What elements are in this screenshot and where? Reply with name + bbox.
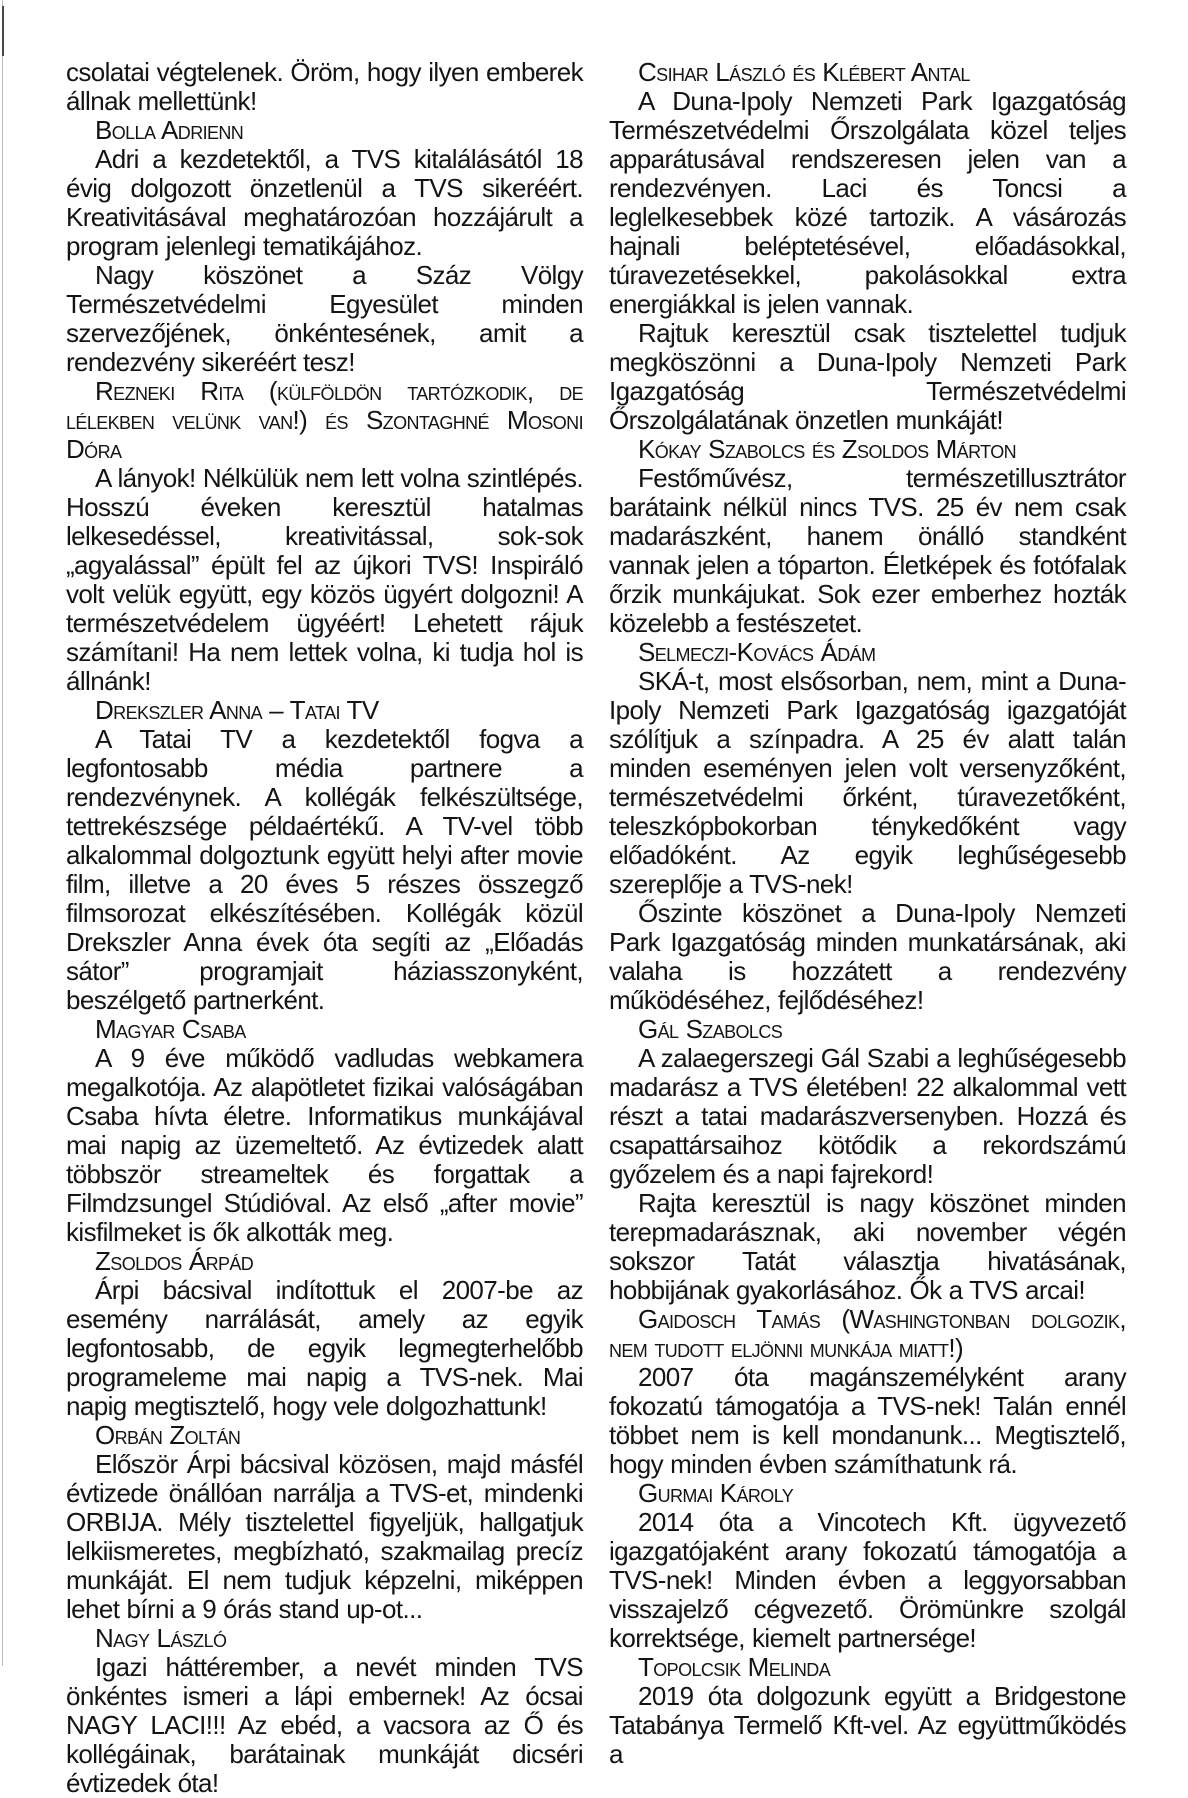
column-right — [609, 58, 1126, 1798]
person-heading: Kókay Szabolcs és Zsoldos Márton — [638, 434, 1017, 464]
paragraph: csolatai végtelenek. Öröm, hogy ilyen emberek állnak mellettünk! — [66, 57, 583, 116]
paragraph: Árpi bácsival indítottuk el 2007-be az esemény narrálását, amely az egyik legfontosabb, de egyik legmegterhelőbb programeleme mai napig a TVS-nek. Mai napig megtisztelő, hogy vele dolgozhattunk! — [66, 1275, 583, 1421]
paragraph: Adri a kezdetektől, a TVS kitalálásától 18 évig dolgozott önzetlenül a TVS sikeréért. Kreativitásával meghatározóan hozzájárult a program jelenlegi tematikájához. — [66, 144, 583, 261]
paragraph: Rajtuk keresztül csak tisztelettel tudjuk megköszönni a Duna-Ipoly Nemzeti Park Igazgatóság Természetvédelmi Őrszolgálatának önzetlen munkáját! — [609, 318, 1126, 435]
paragraph: Igazi háttérember, a nevét minden TVS önkéntes ismeri a lápi embernek! Az ócsai NAGY LACI!!! Az ebéd, a vacsora az Ő és kollégáinak, barátainak munkáját dicséri évtizedek óta! — [66, 1652, 583, 1798]
paragraph: SKÁ-t, most elsősorban, nem, mint a Duna-Ipoly Nemzeti Park Igazgatóság igazgatóját szólítjuk a színpadra. A 25 év alatt talán minden eseményen jelen volt versenyzőként, természetvédelmi őrként, túravezetőként, teleszkópbokorban ténykedőként vagy előadóként. Az egyik leghűségesebb szereplője a TVS-nek! — [609, 666, 1126, 899]
person-heading: Magyar Csaba — [95, 1014, 246, 1044]
paragraph: A 9 éve működő vadludas webkamera megalkotója. Az alapötletet fizikai valóságában Csaba hívta életre. Informatikus munkájával mai napig az üzemeltető. Az évtizedek alatt többször streameltek és forgattak a Filmdzsungel Stúdióval. Az első „after movie” kisfilmeket is ők alkották meg. — [66, 1043, 583, 1247]
text-columns — [66, 58, 1126, 1798]
paragraph: Először Árpi bácsival közösen, majd másfél évtizede önállóan narrálja a TVS-et, mindenki ORBIJA. Mély tisztelettel figyeljük, hallgatjuk lelkiismeretes, megbízható, szakmailag precíz munkáját. El nem tudjuk képzelni, miképpen lehet bírni a 9 órás stand up-ot... — [66, 1449, 583, 1624]
person-heading: Gaidosch Tamás (Washingtonban dolgozik, nem tudott eljönni munkája miatt!) — [609, 1304, 1126, 1363]
scan-edge-line-dark — [2, 6, 4, 56]
paragraph: Festőművész, természetillusztrátor barátaink nélkül nincs TVS. 25 év nem csak madarászként, hanem önálló standként vannak jelen a tóparton. Életképek és fotófalak őrzik munkájukat. Sok ezer emberhez hozták közelebb a festészetet. — [609, 463, 1126, 638]
person-heading: Orbán Zoltán — [95, 1420, 241, 1450]
person-heading: Rezneki Rita (külföldön tartózkodik, de lélekben velünk van!) és Szontaghné Mosoni Dóra — [66, 376, 583, 464]
paragraph: A Duna-Ipoly Nemzeti Park Igazgatóság Természetvédelmi Őrszolgálata közel teljes apparátusával rendszeresen jelen van a rendezvényen. Laci és Toncsi a leglelkesebbek közé tartozik. A vásározás hajnali beléptetésével, előadásokkal, túravezetésekkel, pakolásokkal extra energiákkal is jelen vannak. — [609, 86, 1126, 319]
paragraph: 2019 óta dolgozunk együtt a Bridgestone Tatabánya Termelő Kft-vel. Az együttműködés a — [609, 1681, 1126, 1769]
paragraph: 2007 óta magánszemélyként arany fokozatú támogatója a TVS-nek! Talán ennél többet nem is kell mondanunk... Megtisztelő, hogy minden évben számíthatunk rá. — [609, 1362, 1126, 1479]
person-heading: Gurmai Károly — [638, 1478, 794, 1508]
paragraph: A Tatai TV a kezdetektől fogva a legfontosabb média partnere a rendezvénynek. A kollégák felkészültsége, tettrekészsége példaértékű. A TV-vel több alkalommal dolgoztunk együtt helyi after movie film, illetve a 20 éves 5 részes összegző filmsorozat elkészítésében. Kollégák közül Drekszler Anna évek óta segíti az „Előadás sátor” programjait háziasszonyként, beszélgető partnerként. — [66, 724, 583, 1015]
person-heading: Csihar László és Klébert Antal — [638, 57, 970, 87]
person-heading: Bolla Adrienn — [95, 115, 244, 145]
scan-edge-line — [2, 0, 3, 1666]
paragraph: A zalaegerszegi Gál Szabi a leghűségesebb madarász a TVS életében! 22 alkalommal vett részt a tatai madarászversenyben. Hozzá és csapattársaihoz kötődik a rekordszámú győzelem és a napi fajrekord! — [609, 1043, 1126, 1189]
person-heading: Zsoldos Árpád — [95, 1246, 254, 1276]
paragraph: Őszinte köszönet a Duna-Ipoly Nemzeti Park Igazgatóság minden munkatársának, aki valaha is hozzátett a rendezvény működéséhez, fejlődéséhez! — [609, 898, 1126, 1015]
paragraph: A lányok! Nélkülük nem lett volna szintlépés. Hosszú éveken keresztül hatalmas lelkesedéssel, kreativitással, sok-sok „agyalással” épült fel az újkori TVS! Inspiráló volt velük együtt, egy közös ügyért dolgozni! A természetvédelem ügyéért! Lehetett rájuk számítani! Ha nem lettek volna, ki tudja hol is állnánk! — [66, 463, 583, 696]
person-heading: Selmeczi-Kovács Ádám — [638, 637, 876, 667]
person-heading: Topolcsik Melinda — [638, 1652, 831, 1682]
person-heading: Drekszler Anna – Tatai TV — [95, 695, 379, 725]
paragraph: Rajta keresztül is nagy köszönet minden terepmadarásznak, aki november végén sokszor Tatát választja hivatásának, hobbijának gyakorlásához. Ők a TVS arcai! — [609, 1188, 1126, 1305]
person-heading: Nagy László — [95, 1623, 227, 1653]
column-left — [66, 58, 583, 1798]
paragraph: Nagy köszönet a Száz Völgy Természetvédelmi Egyesület minden szervezőjének, önkéntesének, amit a rendezvény sikeréért tesz! — [66, 260, 583, 377]
person-heading: Gál Szabolcs — [638, 1014, 783, 1044]
paragraph: 2014 óta a Vincotech Kft. ügyvezető igazgatójaként arany fokozatú támogatója a TVS-nek! Minden évben a leggyorsabban visszajelző cégvezető. Örömünkre szolgál korrektsége, kiemelt partnersége! — [609, 1507, 1126, 1653]
